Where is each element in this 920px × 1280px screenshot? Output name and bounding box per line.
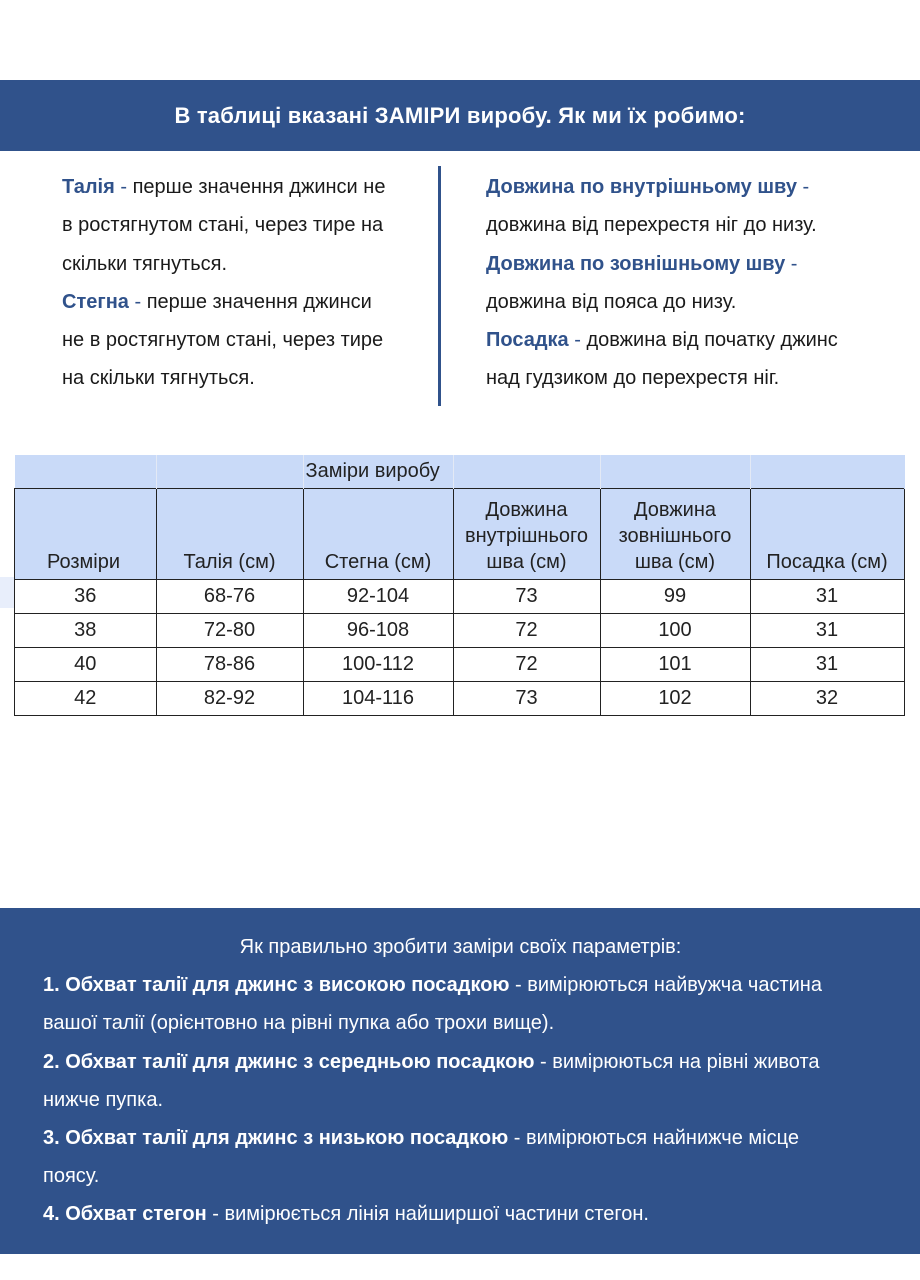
- cell-inseam: 73: [453, 580, 600, 614]
- size-table: [14, 455, 905, 716]
- waist-text-line2: в ростягнутом стані, через тире на: [62, 214, 384, 237]
- header-cell-hips: [303, 489, 453, 580]
- cell-outseam: 100: [600, 614, 750, 648]
- cell-outseam: 101: [600, 648, 750, 682]
- waist-text-line3: скільки тягнуться.: [62, 252, 228, 275]
- hips-definition: [62, 283, 432, 398]
- hips-separator: -: [134, 290, 142, 313]
- cell-hips: 104-116: [303, 682, 453, 716]
- header-inseam-label-line3: шва (см): [486, 551, 567, 573]
- hips-term: Стегна: [62, 290, 129, 313]
- cell-size: 42: [15, 682, 157, 716]
- header-inseam-label-line1: Довжина: [485, 499, 568, 521]
- cell-size: 38: [15, 614, 157, 648]
- inseam-term: Довжина по внутрішньому шву: [486, 176, 797, 198]
- group-header-cell: [303, 455, 453, 489]
- rise-term: Посадка: [486, 329, 569, 352]
- header-outseam-label-line1: Довжина: [633, 499, 716, 521]
- cell-outseam: 99: [600, 580, 750, 614]
- table-row: [15, 648, 905, 682]
- hips-text-line3: на скільки тягнуться.: [62, 367, 255, 390]
- outseam-separator: -: [790, 252, 798, 275]
- header-size-label: Розміри: [47, 551, 121, 573]
- table-row: [15, 682, 905, 716]
- cell-size: 36: [15, 580, 157, 614]
- outseam-definition: [486, 245, 886, 322]
- cell-waist: 78-86: [156, 648, 303, 682]
- rise-text-line1: довжина від початку джинс: [580, 329, 838, 352]
- header-outseam-label-line2: зовнішнього: [618, 525, 732, 547]
- cell-rise: 31: [750, 614, 904, 648]
- waist-text-line1: перше значення джинси не: [127, 176, 386, 198]
- rise-definition: [486, 321, 886, 398]
- measuring-guide-title: Як правильно зробити заміри своїх параметрів:: [239, 936, 682, 958]
- guide-item-mid-rise: [43, 1043, 893, 1119]
- header-waist-label: Талія (см): [183, 551, 276, 573]
- right-definitions: [486, 168, 886, 398]
- table-row: [15, 580, 905, 614]
- cell-rise: 32: [750, 682, 904, 716]
- rise-separator: -: [574, 329, 581, 352]
- header-cell-inseam: [453, 489, 600, 580]
- rise-text-line2: над гудзиком до перехрестя ніг.: [486, 367, 780, 390]
- guide-item-text-line2: нижче пупка.: [43, 1088, 163, 1111]
- outseam-term: Довжина по зовнішньому шву: [486, 252, 786, 275]
- cell-rise: 31: [750, 648, 904, 682]
- guide-item-text-line1: - вимірюються найвужча частина: [509, 974, 822, 997]
- waist-separator: -: [120, 176, 128, 198]
- cell-rise: 31: [750, 580, 904, 614]
- inseam-definition: [486, 168, 886, 245]
- header-inseam-label-line2: внутрішнього: [464, 525, 588, 547]
- header-hips-label: Стегна (см): [324, 551, 432, 573]
- header-cell-rise: [750, 489, 904, 580]
- header-cell-waist: [156, 489, 303, 580]
- guide-item-heading: 3. Обхват талії для джинс з низькою посадкою: [43, 1127, 509, 1150]
- table-header-row: [15, 489, 905, 580]
- group-header-empty-cell: [156, 455, 303, 489]
- inseam-separator: -: [802, 176, 810, 198]
- group-header-label: Заміри виробу: [305, 460, 440, 482]
- cell-size: 40: [15, 648, 157, 682]
- cell-hips: 96-108: [303, 614, 453, 648]
- cell-waist: 82-92: [156, 682, 303, 716]
- guide-item-heading: 4. Обхват стегон: [43, 1203, 207, 1226]
- size-table-container: [14, 455, 905, 716]
- hips-text-line2: не в ростягнутом стані, через тире: [62, 329, 384, 352]
- guide-item-text-line2: вашої талії (орієнтовно на рівні пупка або трохи вище).: [43, 1012, 555, 1035]
- cell-hips: 100-112: [303, 648, 453, 682]
- cell-hips: 92-104: [303, 580, 453, 614]
- outseam-text: довжина від пояса до низу.: [486, 290, 737, 313]
- guide-item-text-line2: поясу.: [43, 1165, 100, 1188]
- header-cell-size: [15, 489, 157, 580]
- measuring-guide-content: [43, 928, 893, 1234]
- guide-item-text-line1: - вимірюються найнижче місце: [508, 1127, 799, 1150]
- guide-item-low-rise: [43, 1119, 893, 1195]
- header-title: В таблиці вказані ЗАМІРИ виробу. Як ми їх робимо:: [174, 102, 746, 128]
- inseam-text: довжина від перехрестя ніг до низу.: [486, 214, 817, 237]
- guide-item-heading: 1. Обхват талії для джинс з високою посадкою: [43, 974, 510, 997]
- guide-item-hips: [43, 1195, 893, 1233]
- header-cell-outseam: [600, 489, 750, 580]
- waist-definition: [62, 168, 432, 283]
- cell-inseam: 73: [453, 682, 600, 716]
- guide-item-text-line1: - вимірюється лінія найширшої частини стегон.: [206, 1203, 649, 1226]
- left-definitions: [62, 168, 432, 398]
- group-header-empty-cell: [15, 455, 157, 489]
- table-row: [15, 614, 905, 648]
- cell-waist: 72-80: [156, 614, 303, 648]
- guide-item-heading: 2. Обхват талії для джинс з середньою посадкою: [43, 1050, 535, 1073]
- header-banner: [0, 80, 920, 151]
- cell-inseam: 72: [453, 614, 600, 648]
- hips-text-line1: перше значення джинси: [141, 290, 372, 313]
- group-header-empty-cell: [750, 455, 904, 489]
- guide-item-text-line1: - вимірюються на рівні живота: [534, 1050, 820, 1073]
- waist-term: Талія: [62, 176, 115, 198]
- cell-waist: 68-76: [156, 580, 303, 614]
- table-group-header-row: [15, 455, 905, 489]
- group-header-empty-cell: [453, 455, 600, 489]
- row-selection-marker: [0, 577, 14, 608]
- cell-inseam: 72: [453, 648, 600, 682]
- cell-outseam: 102: [600, 682, 750, 716]
- column-divider: [438, 166, 441, 406]
- header-rise-label: Посадка (см): [766, 551, 888, 573]
- measuring-guide-panel: [0, 908, 920, 1254]
- header-outseam-label-line3: шва (см): [634, 551, 716, 573]
- group-header-empty-cell: [600, 455, 750, 489]
- guide-item-high-rise: [43, 966, 893, 1042]
